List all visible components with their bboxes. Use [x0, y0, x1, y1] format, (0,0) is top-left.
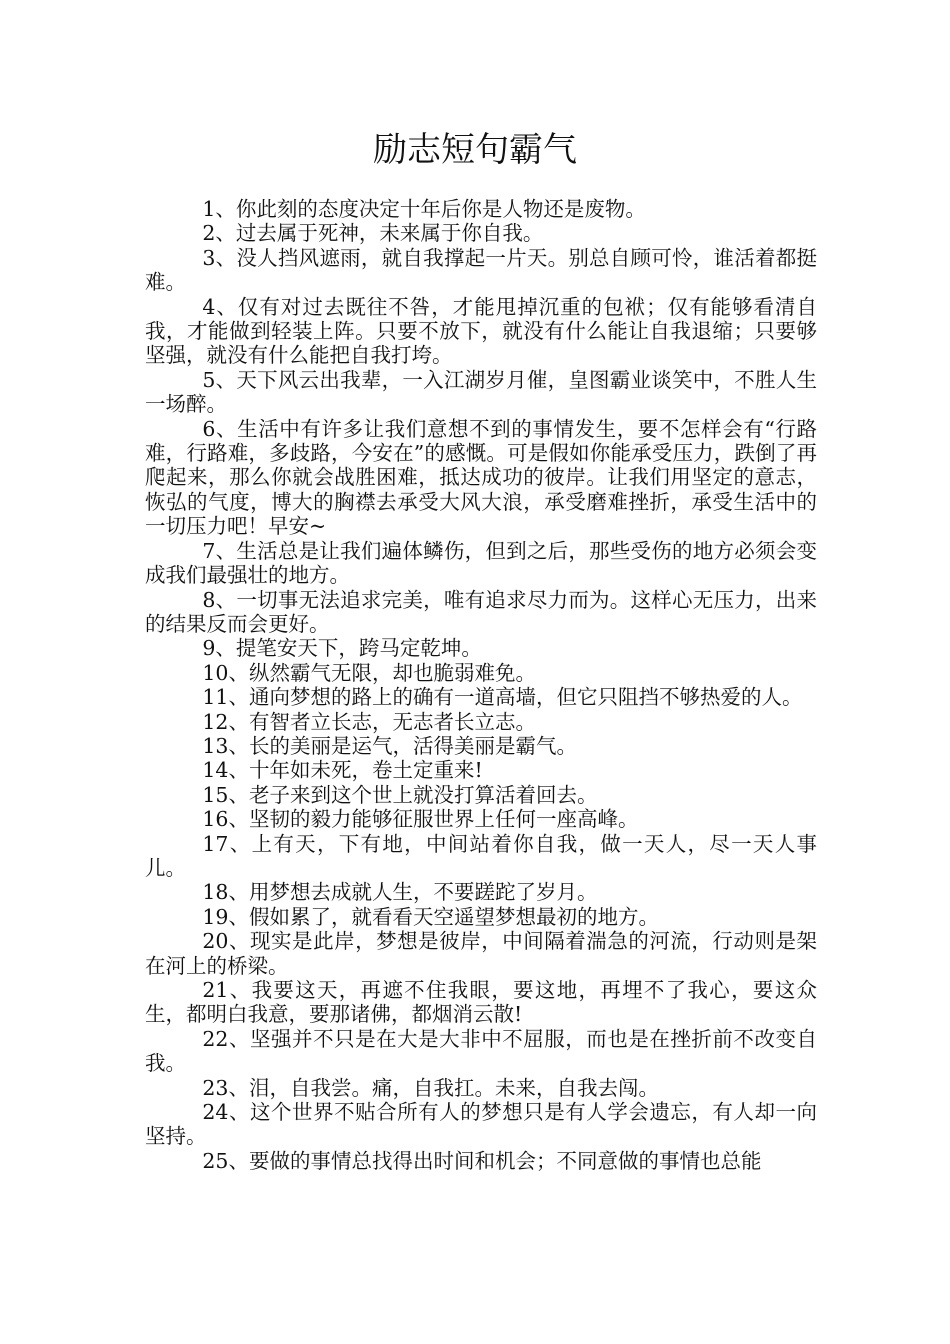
list-item: 19、假如累了，就看看天空遥望梦想最初的地方。: [202, 904, 659, 929]
list-item: 7、生活总是让我们遍体鳞伤，但到之后，那些受伤的地方必须会变成我们最强壮的地方。: [145, 538, 817, 588]
list-item: 5、天下风云出我辈，一入江湖岁月催，皇图霸业谈笑中，不胜人生一场醉。: [145, 367, 817, 417]
list-item: 9、提笔安天下，跨马定乾坤。: [202, 636, 482, 661]
document-body: [145, 197, 817, 1173]
list-item: 14、十年如未死，卷土定重来!: [202, 758, 483, 783]
list-item: 10、纵然霸气无限，却也脆弱难免。: [202, 660, 536, 685]
list-item: 23、泪，自我尝。痛，自我扛。未来，自我去闯。: [202, 1075, 659, 1100]
list-item: 15、老子来到这个世上就没打算活着回去。: [202, 782, 598, 807]
list-item: 21、我要这天，再遮不住我眼，要这地，再埋不了我心，要这众生，都明白我意，要那诸佛，都烟消云散!: [145, 978, 817, 1027]
document-title: 励志短句霸气: [373, 130, 577, 170]
list-item: 24、这个世界不贴合所有人的梦想只是有人学会遗忘，有人却一向坚持。: [145, 1100, 817, 1149]
list-item: 11、通向梦想的路上的确有一道高墙，但它只阻挡不够热爱的人。: [202, 685, 803, 710]
list-item: 4、仅有对过去既往不咎，才能甩掉沉重的包袱；仅有能够看清自我，才能做到轻装上阵。只要不放下，就没有什么能让自我退缩；只要够坚强，就没有什么能把自我打垮。: [145, 294, 817, 368]
list-item: 25、要做的事情总找得出时间和机会；不同意做的事情也总能: [202, 1148, 762, 1173]
list-item: 1、你此刻的态度决定十年后你是人物还是废物。: [202, 197, 646, 221]
list-item: 18、用梦想去成就人生，不要蹉跎了岁月。: [202, 880, 598, 905]
list-item: 12、有智者立长志，无志者长立志。: [202, 709, 536, 734]
list-item: 20、现实是此岸，梦想是彼岸，中间隔着湍急的河流，行动则是架在河上的桥梁。: [145, 929, 817, 978]
list-item: 6、生活中有许多让我们意想不到的事情发生，要不怎样会有“行路难，行路难，多歧路，今安在”的感慨。可是假如你能承受压力，跌倒了再爬起来，那么你就会战胜困难，抵达成功的彼岸。让我们用坚定的意志，恢弘的气度，博大的胸襟去承受大风大浪，承受磨难挫折，承受生活中的一切压力吧！早安~: [145, 416, 817, 539]
list-item: 17、上有天，下有地，中间站着你自我，做一天人，尽一天人事儿。: [145, 831, 817, 880]
list-item: 22、坚强并不只是在大是大非中不屈服，而也是在挫折前不改变自我。: [145, 1026, 817, 1076]
list-item: 2、过去属于死神，未来属于你自我。: [202, 221, 544, 246]
list-item: 16、坚韧的毅力能够征服世界上任何一座高峰。: [202, 807, 639, 832]
list-item: 3、没人挡风遮雨，就自我撑起一片天。别总自顾可怜，谁活着都挺难。: [145, 245, 817, 295]
list-item: 13、长的美丽是运气，活得美丽是霸气。: [202, 733, 577, 758]
list-item: 8、一切事无法追求完美，唯有追求尽力而为。这样心无压力，出来的结果反而会更好。: [145, 587, 817, 636]
